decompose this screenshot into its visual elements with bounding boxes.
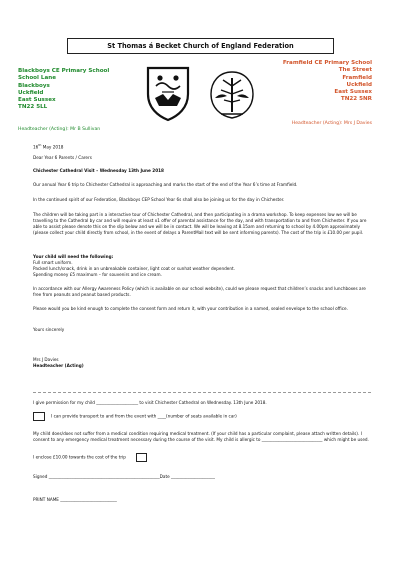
address-line: Blackboys	[18, 82, 50, 89]
school-address-right	[283, 60, 372, 104]
address-line: TN22 5NR	[340, 96, 372, 103]
needs-item: Full smart uniform.	[33, 260, 73, 265]
transport-checkbox[interactable]	[33, 412, 45, 421]
paragraph: Our annual Year 6 trip to Chichester Cathedral is approaching and marks the start of the end of the Year 6’s time at Framfield.	[33, 182, 298, 187]
print-name-line: PRINT NAME ___________________________	[33, 497, 117, 502]
address-line: Framfield	[342, 74, 372, 81]
address-line: Framfield CE Primary School	[282, 60, 372, 66]
tear-line	[33, 392, 371, 393]
address-line: Blackboys CE Primary School	[18, 68, 110, 74]
needs-item: Spending money £5 maximum – for souvenirs and ice cream.	[33, 272, 162, 277]
school-address-left	[18, 68, 109, 112]
federation-title: St Thomas á Becket Church of England Federation	[67, 38, 334, 54]
transport-row	[33, 412, 371, 421]
paragraph: In the continued spirit of our Federation, Blackboys CEP School Year 6s shall also be joining us for the day in Chichester.	[33, 197, 285, 202]
medical-statement: My child does/does not suffer from a medical condition requiring medical treatment. (If your child has a particular complaint, please attach written details). I consent to any emergency medical treatment necessary during the course of the visit. My child is allergic to _____________________________ which might be used.	[33, 431, 369, 442]
salutation: Dear Year 6 Parents / Carers	[33, 155, 92, 160]
address-line: East Sussex	[334, 89, 372, 96]
paragraph: In accordance with our Allergy Awareness Policy (which is available on our school website), could we please request that children’s snacks and lunchboxes are free from peanuts and peanut based products.	[33, 286, 366, 297]
enclose-row	[33, 453, 371, 462]
enclose-text: I enclose £10.00 towards the cost of the trip	[33, 454, 126, 460]
needs-title: Your child will need the following:	[33, 254, 114, 259]
headteacher-right: Headteacher (Acting): Mrs J Davies	[291, 121, 372, 126]
headteacher-left: Headteacher (Acting): Mr B Sullivan	[18, 127, 101, 132]
closing: Yours sincerely	[33, 327, 65, 332]
paragraph: The children will be taking part in a interactive tour of Chichester Cathedral, and then participating in a drama workshop. To keep expenses low we will be travelling to the Cathedral by car and will require at least x1 offer of parental assistance for the day, and with transportation to and from Chichester. If you are able to assist please denote this on the slip below and we will be in contact. We will be leaving at 8.15am and returning to school by 4.00pm approximately (please collect your child directly from school, in the event of delays a ParentMail text will be sent informing parents). The cost of the trip is £10.00 per pupil.	[33, 212, 367, 235]
bird-crest-icon	[205, 64, 259, 122]
address-line: TN22 5LL	[18, 104, 48, 111]
signed-line: Signed _____________________________________________________Date _____________________	[33, 474, 215, 479]
letter-subject: Chichester Cathedral Visit – Wednesday 13th June 2018	[33, 168, 164, 173]
shield-crest-icon	[142, 64, 194, 122]
signatory-name: Mrs J Davies	[33, 357, 59, 362]
permission-line: I give permission for my child ____________________ to visit Chichester Cathedral on Wednesday. 13th June 2018.	[33, 400, 267, 405]
signatory-title: Headteacher (Acting)	[33, 363, 84, 368]
letter-date: 16th May 2018	[33, 143, 64, 150]
address-line: Uckfield	[346, 81, 372, 88]
address-line: The Street	[338, 67, 372, 74]
paragraph: Please would you be kind enough to complete the consent form and return it, with your contribution in a named, sealed envelope to the school office.	[33, 306, 348, 311]
enclose-checkbox[interactable]	[136, 453, 147, 462]
needs-item: Packed lunch/snack, drink in an unbreakable container, light coat or sunhat weather dependent.	[33, 266, 236, 271]
address-line: School Lane	[18, 75, 56, 82]
transport-text: I can provide transport to and from the event with ____(number of seats available in car)	[51, 413, 237, 419]
address-line: East Sussex	[18, 97, 56, 104]
address-line: Uckfield	[18, 89, 44, 96]
